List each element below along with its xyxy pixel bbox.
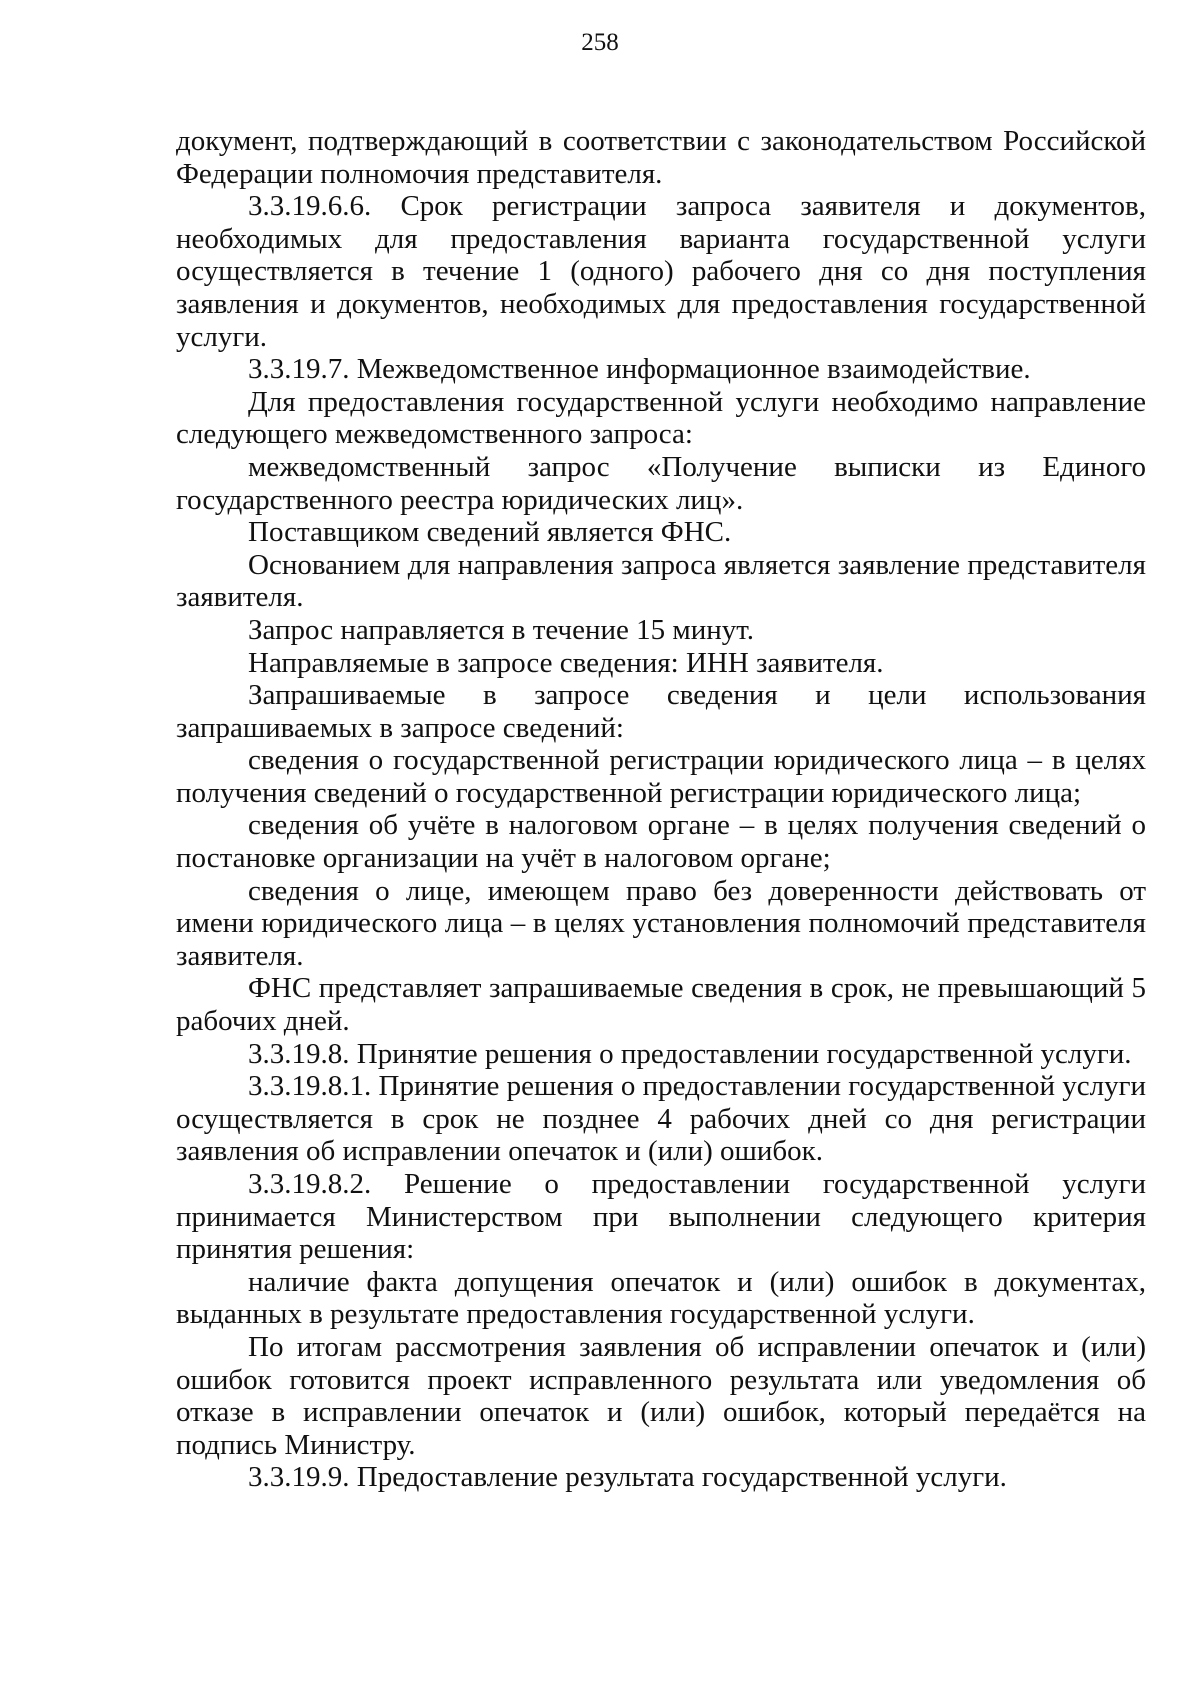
paragraph: Запрос направляется в течение 15 минут. xyxy=(248,613,755,646)
paragraph: межведомственный запрос «Получение выписки из Единого государственного реестра юридических лиц». xyxy=(176,450,1146,516)
section-heading: 3.3.19.8. Принятие решения о предоставлении государственной услуги. xyxy=(248,1037,1132,1070)
paragraph: 3.3.19.6.6. Срок регистрации запроса заявителя и документов, необходимых для предоставления варианта государственной услуги осуществляется в течение 1 (одного) рабочего дня со дня поступления заявления и документов, необходимых для предоставления государственной услуги. xyxy=(176,190,1146,353)
list-item: сведения о государственной регистрации юридического лица – в целях получения сведений о государственной регистрации юридического лица; xyxy=(176,744,1146,809)
paragraph: Основанием для направления запроса является заявление представителя заявителя. xyxy=(176,548,1146,614)
paragraph: документ, подтверждающий в соответствии с законодательством Российской Федерации полномочия представителя. xyxy=(176,125,1146,190)
section-heading: 3.3.19.7. Межведомственное информационное взаимодействие. xyxy=(248,353,1031,386)
paragraph: 3.3.19.8.1. Принятие решения о предоставлении государственной услуги осуществляется в срок не позднее 4 рабочих дней со дня регистрации заявления об исправлении опечаток и (или) ошибок. xyxy=(176,1070,1146,1168)
paragraph: По итогам рассмотрения заявления об исправлении опечаток и (или) ошибок готовится проект исправленного результата или уведомления об отказе в исправлении опечаток и (или) ошибок, который передаётся на подпись Министру. xyxy=(176,1330,1146,1461)
page-number: 258 xyxy=(581,29,619,56)
paragraph: Запрашиваемые в запросе сведения и цели использования запрашиваемых в запросе сведений: xyxy=(176,679,1146,744)
document-body xyxy=(176,125,1146,1494)
paragraph: Для предоставления государственной услуги необходимо направление следующего межведомственного запроса: xyxy=(176,385,1146,451)
paragraph: Направляемые в запросе сведения: ИНН заявителя. xyxy=(248,646,884,679)
list-item: наличие факта допущения опечаток и (или) ошибок в документах, выданных в результате предоставления государственной услуги. xyxy=(176,1265,1146,1331)
paragraph: ФНС представляет запрашиваемые сведения в срок, не превышающий 5 рабочих дней. xyxy=(176,972,1146,1038)
list-item: сведения о лице, имеющем право без доверенности действовать от имени юридического лица – в целях установления полномочий представителя заявителя. xyxy=(176,874,1146,972)
section-heading: 3.3.19.9. Предоставление результата государственной услуги. xyxy=(248,1461,1007,1494)
list-item: сведения об учёте в налоговом органе – в целях получения сведений о постановке организации на учёт в налоговом органе; xyxy=(176,809,1146,875)
paragraph: Поставщиком сведений является ФНС. xyxy=(248,516,732,549)
paragraph: 3.3.19.8.2. Решение о предоставлении государственной услуги принимается Министерством при выполнении следующего критерия принятия решения: xyxy=(176,1168,1146,1266)
